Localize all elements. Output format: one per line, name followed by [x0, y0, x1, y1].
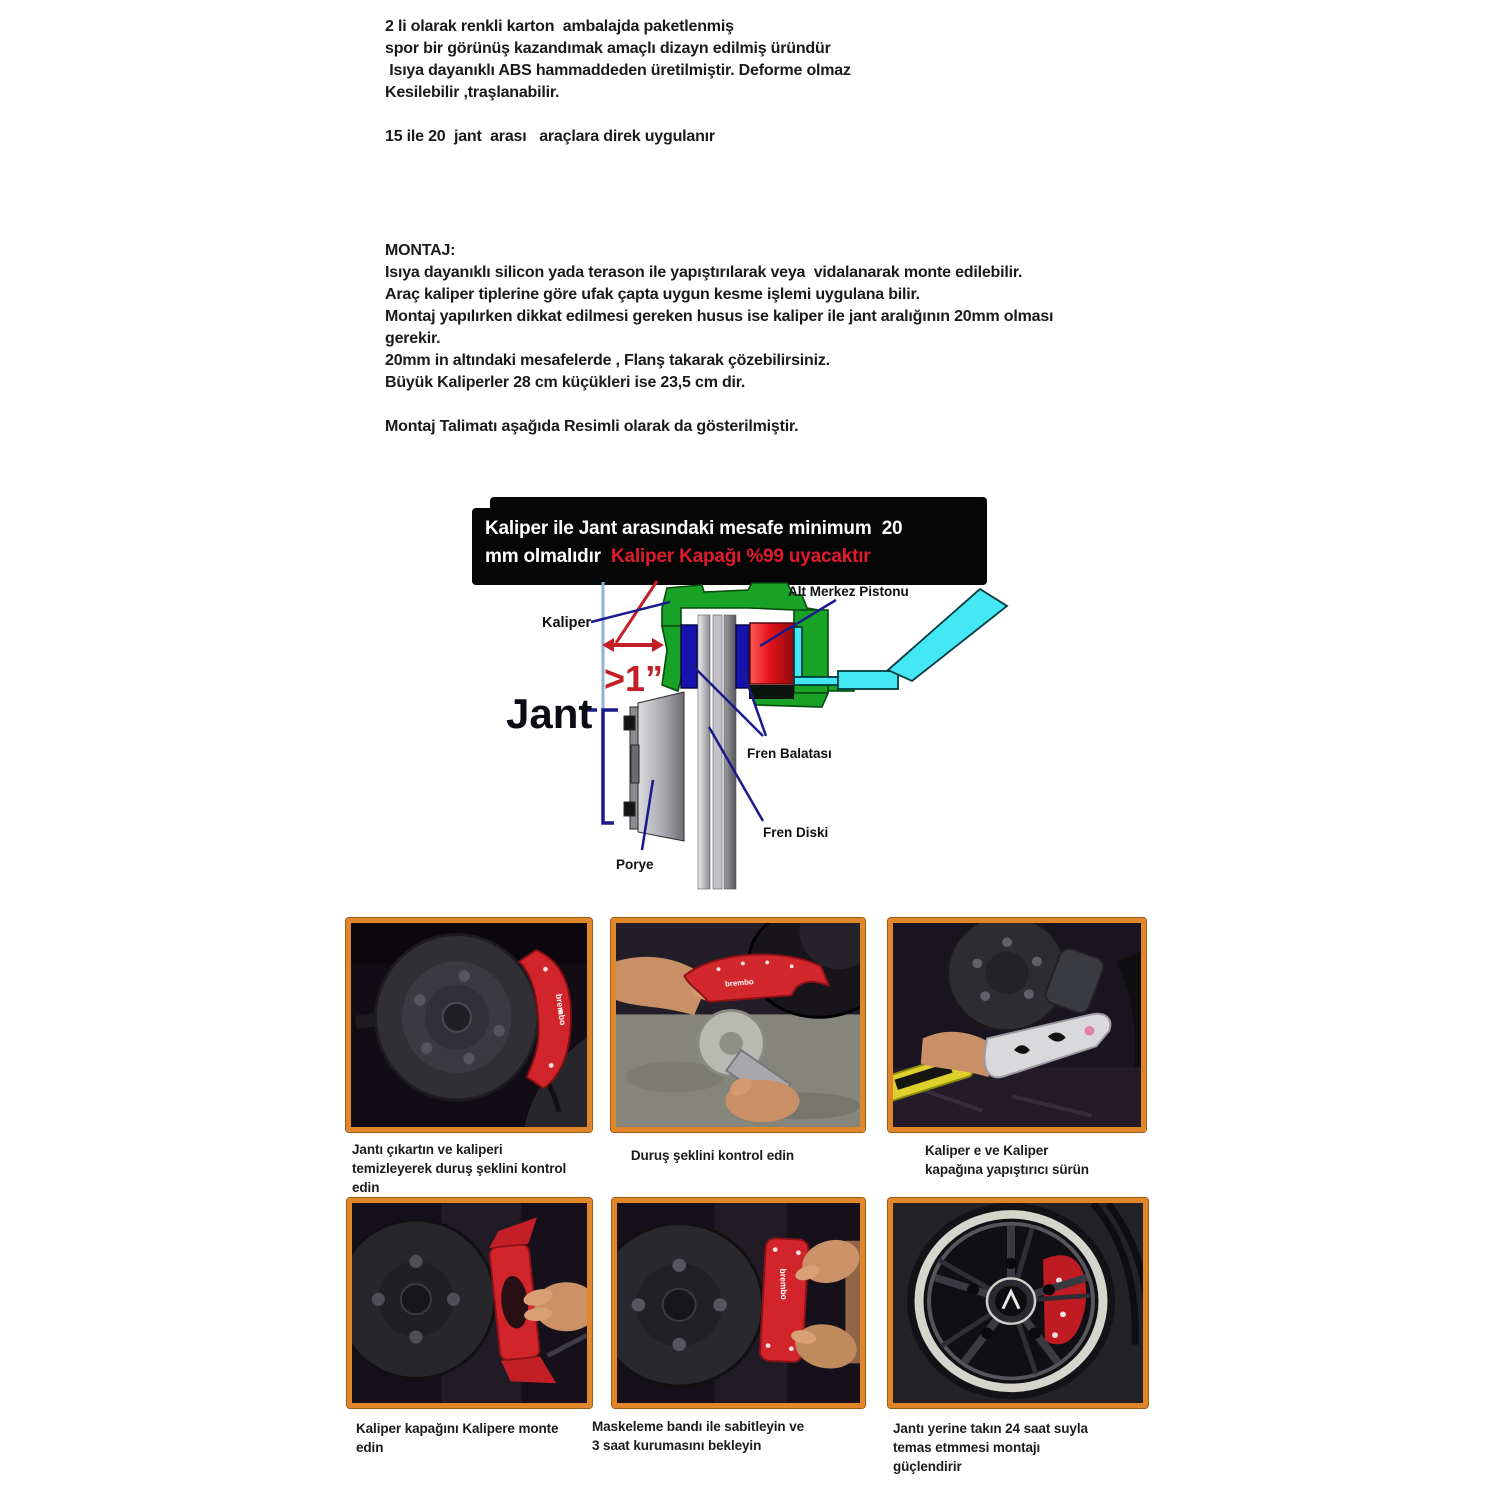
brake-disc-shape: [698, 615, 736, 889]
piston-shape: [750, 623, 794, 684]
step-photo-1: [346, 918, 592, 1132]
label-kaliper: Kaliper: [542, 615, 592, 631]
step-caption-4: Kaliper kapağını Kalipere monte edin: [356, 1421, 559, 1455]
intro-paragraph: [385, 16, 851, 148]
gap-annotation: >1”: [604, 658, 664, 699]
label-fren-diski: Fren Diski: [763, 825, 829, 840]
step-caption-5: Maskeleme bandı ile sabitleyin ve 3 saat kurumasını bekleyin: [592, 1419, 805, 1453]
hub-shape: [624, 692, 684, 841]
intro-line: spor bir görünüş kazandımak amaçlı dizayn edilmiş üründür: [385, 40, 831, 57]
montaj-heading: MONTAJ:: [385, 242, 456, 259]
label-porye: Porye: [616, 857, 654, 872]
intro-line: Isıya dayanıklı ABS hammaddeden üretilmiştir. Deforme olmaz: [385, 62, 851, 79]
banner-highlight: Kaliper Kapağı %99 uyacaktır: [611, 546, 871, 567]
montaj-line: Büyük Kaliperler 28 cm küçükleri ise 23,5 cm dir.: [385, 374, 746, 391]
application-note: 15 ile 20 jant arası araçlara direk uygulanır: [385, 128, 715, 145]
jant-bracket: [603, 710, 618, 823]
montaj-line: Montaj yapılırken dikkat edilmesi gereken husus ise kaliper ile jant aralığının 20mm olması: [385, 308, 1054, 325]
label-fren-balatasi: Fren Balatası: [747, 746, 832, 761]
intro-line: 2 li olarak renkli karton ambalajda paketlenmiş: [385, 18, 734, 35]
step-caption-2: Duruş şeklini kontrol edin: [630, 1148, 795, 1163]
banner-line-1: Kaliper ile Jant arasındaki mesafe minimum 20: [485, 518, 903, 539]
step-photo-5: [612, 1198, 865, 1408]
step-photo-6: [888, 1198, 1148, 1408]
step-photo-4: [347, 1198, 592, 1408]
brake-diagram: [450, 575, 1010, 920]
intro-line: Kesilebilir ,traşlanabilir.: [385, 84, 560, 101]
caliper-shadow: [749, 685, 794, 699]
montaj-line: Araç kaliper tiplerine göre ufak çapta uygun kesme işlemi uygulana bilir.: [385, 286, 920, 303]
warning-banner: [472, 508, 987, 585]
montaj-line: 20mm in altındaki mesafelerde , Flanş takarak çözebilirsiniz.: [385, 352, 830, 369]
svg-text:brembo: brembo: [724, 977, 755, 989]
montaj-footer: Montaj Talimatı aşağıda Resimli olarak da gösterilmiştir.: [385, 418, 799, 435]
step-caption-6: Jantı yerine takın 24 saat suyla temas etmmesi montajı güçlendirir: [893, 1421, 1088, 1474]
banner-line-2: mm olmalıdır Kaliper Kapağı %99 uyacaktır: [485, 546, 871, 567]
step-caption-1: Jantı çıkartın ve kaliperi temizleyerek duruş şeklini kontrol edin: [352, 1142, 567, 1195]
montaj-section: [385, 240, 1053, 438]
svg-text:brembo: brembo: [553, 993, 569, 1026]
step-photo-2: [611, 918, 865, 1132]
label-alt-merkez-pistonu: Alt Merkez Pistonu: [788, 584, 909, 599]
montaj-line: gerekir.: [385, 330, 441, 347]
svg-text:brembo: brembo: [778, 1268, 790, 1300]
montaj-line: Isıya dayanıklı silicon yada terason ile yapıştırılarak veya vidalanarak monte edilebilir.: [385, 264, 1023, 281]
label-jant: Jant: [506, 690, 593, 737]
step-caption-3: Kaliper e ve Kaliper kapağına yapıştırıcı sürün: [925, 1143, 1089, 1177]
step-photo-3: [888, 918, 1146, 1132]
